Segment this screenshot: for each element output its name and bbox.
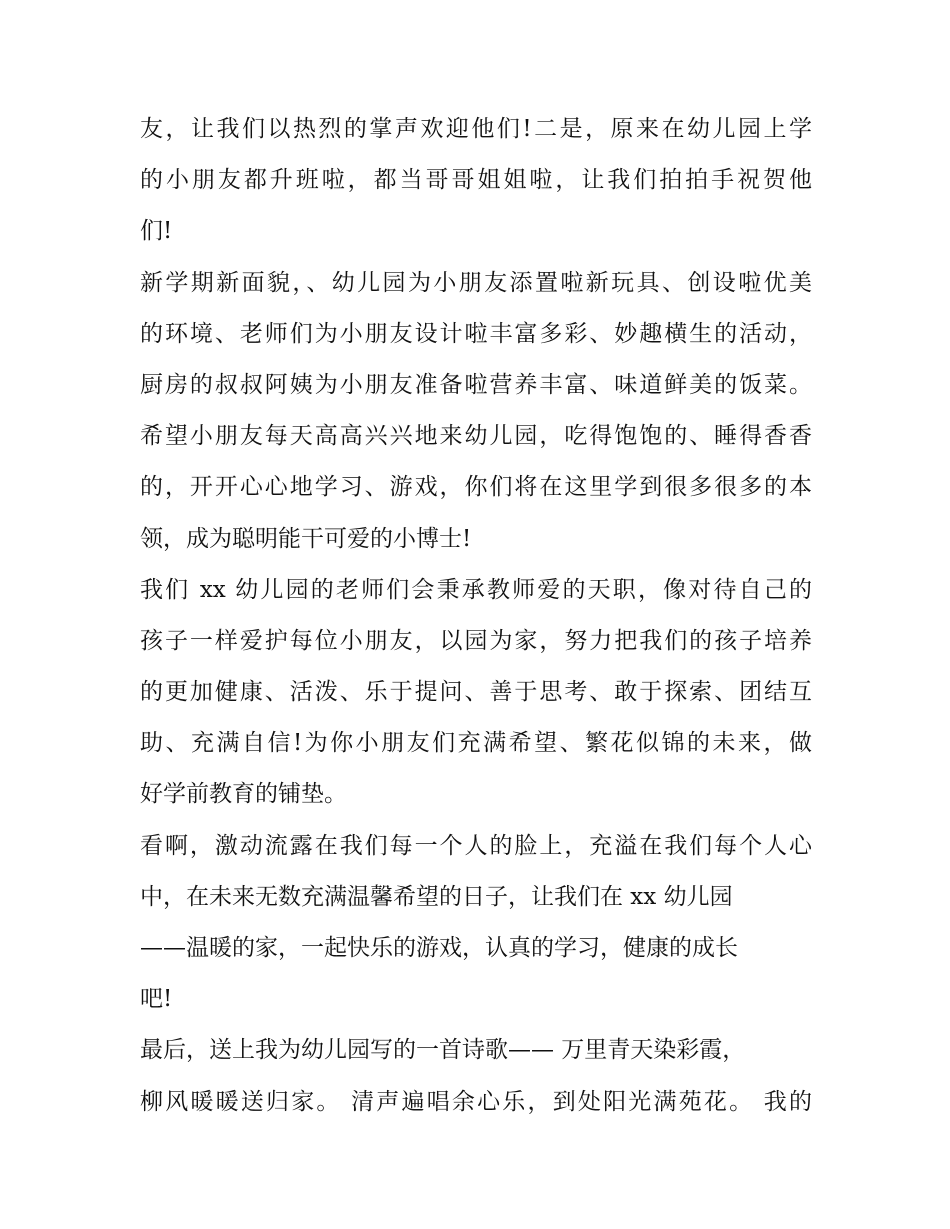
text-line: 看啊，激动流露在我们每一个人的脸上，充溢在我们每个人心	[140, 832, 812, 859]
text-line: 中，在未来无数充满温馨希望的日子，让我们在 xx 幼儿园	[140, 883, 733, 910]
text-line: 吧!	[140, 986, 173, 1013]
text-line: 的环境、老师们为小朋友设计啦丰富多彩、妙趣横生的活动，	[140, 320, 812, 347]
text-line: 们!	[140, 218, 173, 245]
document-body	[140, 104, 812, 1128]
text-line: ——温暖的家，一起快乐的游戏，认真的学习，健康的成长	[140, 935, 738, 961]
text-line: 的，开开心心地学习、游戏，你们将在这里学到很多很多的本	[140, 474, 812, 501]
text-line: 的小朋友都升班啦，都当哥哥姐姐啦，让我们拍拍手祝贺他	[140, 167, 812, 194]
text-line: 新学期新面貌，、幼儿园为小朋友添置啦新玩具、创设啦优美	[140, 269, 812, 296]
text-line: 最后，送上我为幼儿园写的一首诗歌—— 万里青天染彩霞，	[140, 1037, 746, 1064]
text-line: 的更加健康、活泼、乐于提问、善于思考、敢于探索、团结互	[140, 679, 812, 706]
text-line: 孩子一样爱护每位小朋友，以园为家，努力把我们的孩子培养	[140, 627, 812, 654]
text-line: 助、充满自信!为你小朋友们充满希望、繁花似锦的未来，做	[140, 730, 812, 757]
text-line: 我们 xx 幼儿园的老师们会秉承教师爱的天职，像对待自己的	[140, 576, 812, 603]
text-line: 柳风暖暖送归家。 清声遍唱余心乐，到处阳光满苑花。 我的	[140, 1088, 812, 1115]
text-line: 希望小朋友每天高高兴兴地来幼儿园，吃得饱饱的、睡得香香	[140, 423, 812, 450]
text-line: 好学前教育的铺垫。	[140, 781, 347, 808]
text-line: 友，让我们以热烈的掌声欢迎他们!二是，原来在幼儿园上学	[140, 116, 812, 142]
text-line: 领，成为聪明能干可爱的小博士!	[140, 525, 472, 552]
text-line: 厨房的叔叔阿姨为小朋友准备啦营养丰富、味道鲜美的饭菜。	[140, 371, 812, 398]
